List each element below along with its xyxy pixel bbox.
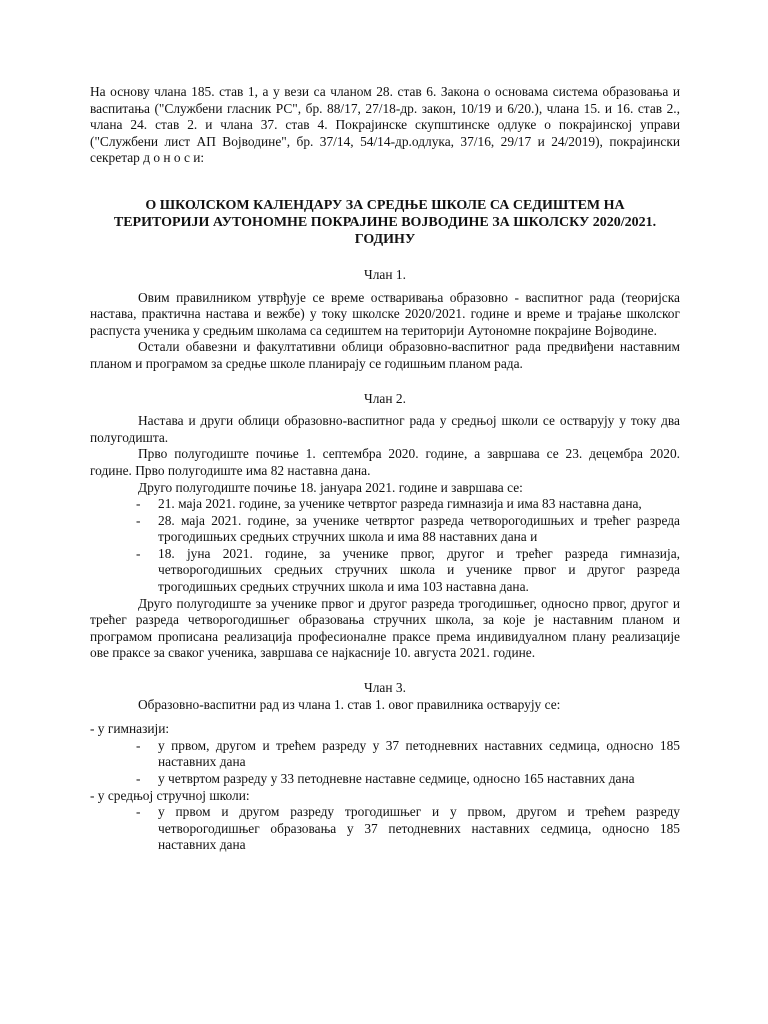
article-1-heading: Члан 1. bbox=[364, 266, 406, 282]
preamble: На основу члана 185. став 1, а у вези са чланом 28. став 6. Закона о основама система образовања и васпитања ("Службени гласник РС", бр. 88/17, 27/18-др. закон, 10/19 и 6/20.), члана 15. и 16. став 2., члана 24. став 2. и члана 37. став 4. Покрајинске скупштинске одлуке о покрајинској управи ("Службени лист АП Војводине", бр. 37/14, 54/14-др.одлука, 37/16, 29/17 и 24/2019), покрајински секретар д о н о с и: bbox=[90, 84, 680, 166]
article-2-paragraph: Друго полугодиште почиње 18. јануара 2021. године и завршава се: bbox=[138, 479, 523, 495]
article-3-heading: Члан 3. bbox=[364, 680, 406, 696]
list-item: - у првом и другом разреду трогодишњег и у првом, другом и трећем разреду четворогодишњег образовања у 37 петодневних наставних седмица, односно 185 наставних дана bbox=[158, 804, 680, 854]
list-group-label: - у средњој стручној школи: bbox=[90, 787, 250, 803]
list-item: - у првом, другом и трећем разреду у 37 петодневних наставних седмица, односно 185 наставних дана bbox=[158, 738, 680, 771]
article-3-gymnasium-list bbox=[90, 738, 680, 788]
list-item: - 28. маја 2021. године, за ученике четвртог разреда четворогодишњих и трећег разреда трогодишњих средњих стручних школа и има 88 наставних дана и bbox=[158, 513, 680, 546]
list-item: - у четвртом разреду у 33 петодневне наставне седмице, односно 165 наставних дана bbox=[158, 771, 680, 788]
article-1-paragraph: Остали обавезни и факултативни облици образовно-васпитног рада предвиђени наставним планом и програмом за средње школе планирају се годишњим планом рада. bbox=[90, 339, 680, 371]
article-3-paragraph: Образовно-васпитни рад из члана 1. став 1. овог правилника остварују се: bbox=[138, 696, 561, 712]
article-2-paragraph: Настава и други облици образовно-васпитног рада у средњој школи се остварују у току два полугодишта. bbox=[90, 413, 680, 445]
article-1-paragraph: Овим правилником утврђује се време остваривања образовно - васпитног рада (теоријска настава, практична настава и вежбе) у току школске 2020/2021. године и време и трајање школског распуста ученика у средњим школама са седиштем на територији Аутономне покрајине Војводине. bbox=[90, 289, 680, 338]
list-item: - 21. маја 2021. године, за ученике четвртог разреда гимназија и има 83 наставна дана, bbox=[158, 496, 680, 513]
document-title: О ШКОЛСКОМ КАЛЕНДАРУ ЗА СРЕДЊЕ ШКОЛЕ СА СЕДИШТЕМ НА ТЕРИТОРИЈИ АУТОНОМНЕ ПОКРАЈИНЕ ВОЈВОДИНЕ ЗА ШКОЛСКУ 2020/2021. ГОДИНУ bbox=[113, 197, 657, 247]
list-group-label: - у гимназији: bbox=[90, 721, 170, 737]
article-2-heading: Члан 2. bbox=[364, 390, 406, 406]
article-3-vocational-list bbox=[90, 804, 680, 854]
article-2-paragraph: Прво полугодиште почиње 1. септембра 2020. године, а завршава се 23. децембра 2020. године. Прво полугодиште има 82 наставна дана. bbox=[90, 446, 680, 478]
article-2-paragraph: Друго полугодиште за ученике првог и другог разреда трогодишњег, односно првог, другог и трећег разреда четворогодишњег образовања стручних школа, за које је наставним планом и програмом прописана реализација професионалне праксе према индивидуалном плану реализације ове праксе за сваког ученика, завршава се најкасније 10. августа 2021. године. bbox=[90, 595, 680, 661]
document-body bbox=[90, 84, 680, 854]
list-item: - 18. јуна 2021. године, за ученике првог, другог и трећег разреда гимназија, четворогодишњих средњих стручних школа и ученике првог и другог разреда трогодишњих средњих стручних школа и има 103 наставна дана. bbox=[158, 546, 680, 596]
article-2-list bbox=[90, 496, 680, 596]
